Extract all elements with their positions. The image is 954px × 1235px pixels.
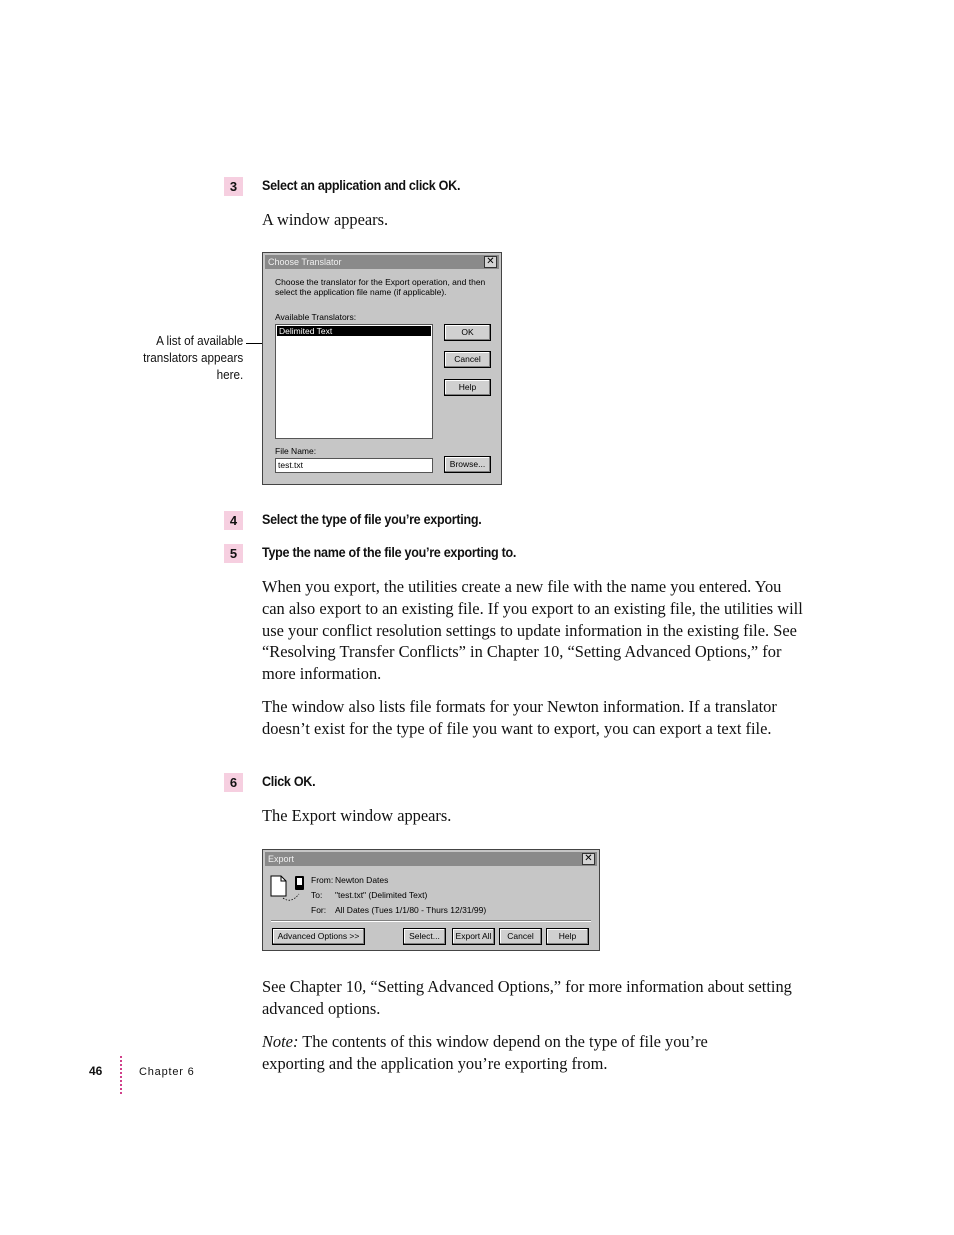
from-label: From: [311,875,334,885]
help-button[interactable]: Help [546,928,589,945]
list-item-selected[interactable]: Delimited Text [277,326,431,336]
paragraph-formats-info: The window also lists file formats for your Newton information. If a translator doesn’t exist for the type of file you want to export, you can export a text file. [262,697,777,738]
callout-line: A list of available [155,333,243,348]
note-text: The contents of this window depend on the type of file you’re exporting and the application you’re exporting from. [262,1032,708,1073]
footer-dotted-rule [120,1056,122,1094]
instructions-line: Choose the translator for the Export operation, and then [275,277,486,287]
step-number: 3 [224,177,243,196]
callout-text [143,332,243,383]
dialog-titlebar [265,255,499,269]
export-all-button[interactable]: Export All [452,928,495,945]
file-name-label: File Name: [275,446,317,456]
step-number: 6 [224,773,243,792]
to-value: "test.txt" (Delimited Text) [335,890,428,900]
paragraph-see-chapter: See Chapter 10, “Setting Advanced Options,” for more information about setting advanced options. [262,977,792,1018]
cancel-button[interactable]: Cancel [499,928,542,945]
export-window [262,849,600,951]
for-value: All Dates (Tues 1/1/80 - Thurs 12/31/99) [335,905,487,915]
translators-list[interactable] [275,324,433,439]
export-title: Export [268,854,295,864]
advanced-options-button[interactable]: Advanced Options >> [272,928,365,945]
step-number: 5 [224,544,243,563]
chapter-label: Chapter 6 [139,1066,195,1078]
select-button[interactable]: Select... [403,928,446,945]
divider [271,920,591,922]
to-label: To: [311,890,323,900]
dialog-title: Choose Translator [268,257,342,267]
paragraph-export-info: When you export, the utilities create a new file with the name you entered. You can also export to an existing file. If you export to an existing file, the utilities will use your conflict resolution settings to update information in the existing file. See “Resolving Transfer Conflicts” in Chapter 10, “Setting Advanced Options,” for more information. [262,577,803,684]
paragraph-export-window-appears: The Export window appears. [262,806,452,825]
callout-line: here. [216,367,243,382]
export-document-icon [269,874,309,902]
available-translators-label: Available Translators: [275,312,357,322]
page-number: 46 [89,1064,103,1078]
ok-button[interactable]: OK [444,324,491,341]
browse-button[interactable]: Browse... [444,456,491,473]
note-label: Note: [262,1032,299,1051]
note-paragraph [262,1031,762,1075]
close-icon[interactable]: ✕ [484,256,497,268]
step-text: Click OK. [262,774,316,789]
cancel-button[interactable]: Cancel [444,351,491,368]
step-number: 4 [224,511,243,530]
help-button[interactable]: Help [444,379,491,396]
step-text: Type the name of the file you’re exporting to. [262,545,517,560]
instructions-line: select the application file name (if applicable). [275,287,447,297]
callout-line: translators appears [142,350,243,365]
step-text: Select the type of file you’re exporting. [262,512,482,527]
for-label: For: [311,905,327,915]
step-text: Select an application and click OK. [262,178,461,193]
file-name-input[interactable]: test.txt [275,458,433,473]
export-titlebar [265,852,597,866]
close-icon[interactable]: ✕ [582,853,595,865]
from-value: Newton Dates [335,875,389,885]
paragraph-window-appears: A window appears. [262,210,389,229]
choose-translator-dialog [262,252,502,485]
